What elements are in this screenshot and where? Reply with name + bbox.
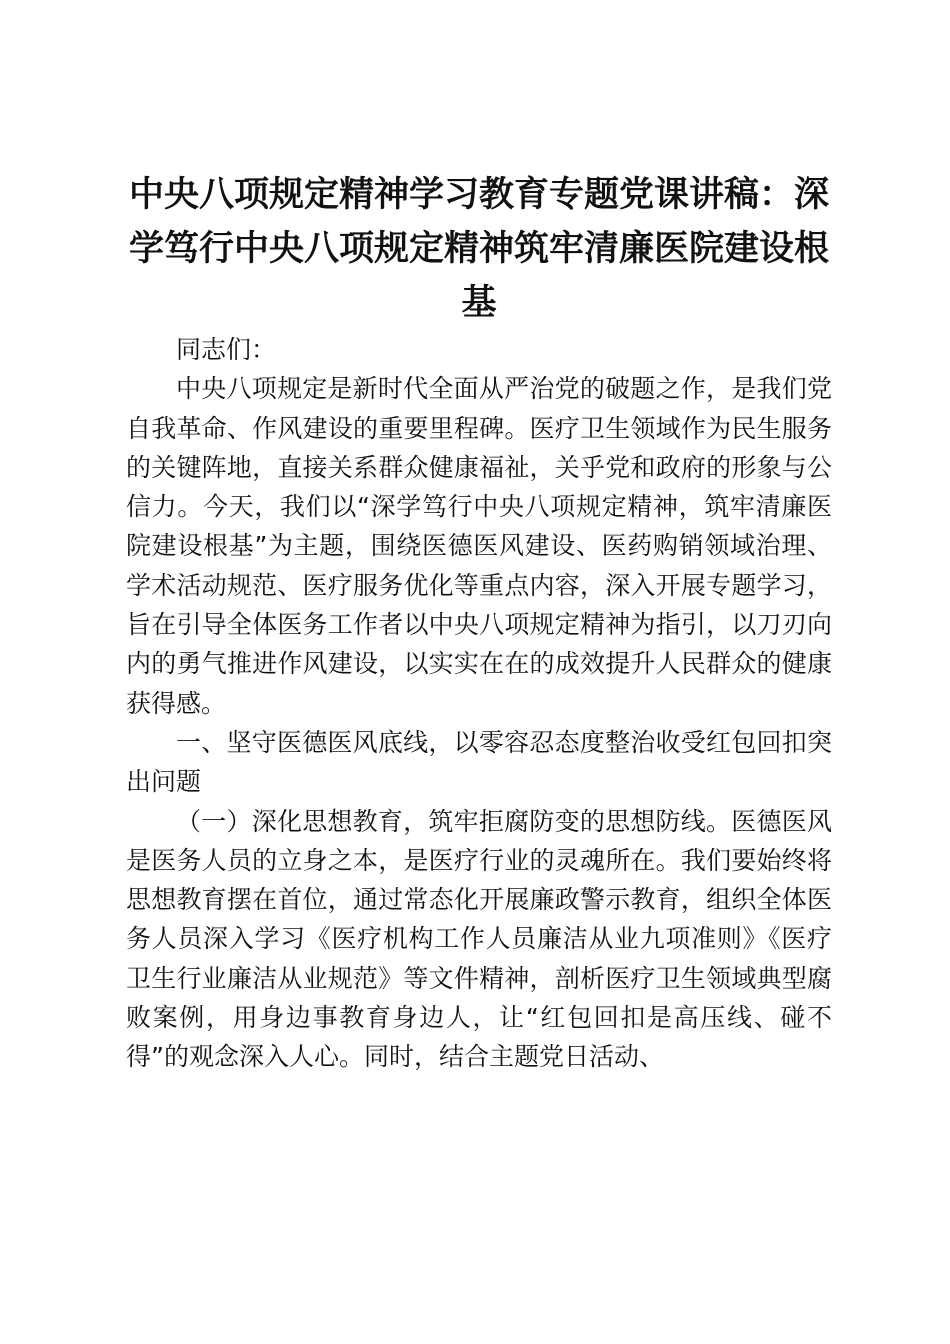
subsection-paragraph: （一）深化思想教育，筑牢拒腐防变的思想防线。医德医风是医务人员的立身之本，是医疗行业的灵魂所在。我们要始终将思想教育摆在首位，通过常态化开展廉政警示教育，组织全体医务人员深入学习《医疗机构工作人员廉洁从业九项准则》《医疗卫生行业廉洁从业规范》等文件精神，剖析医疗卫生领域典型腐败案例，用身边事教育身边人，让“红包回扣是高压线、碰不得”的观念深入人心。同时，结合主题党日活动、 [126,806,832,1072]
section-heading: 一、坚守医德医风底线，以零容忍态度整治收受红包回扣突出问题 [126,727,832,797]
salutation-paragraph: 同志们： [176,335,277,364]
document-title: 中央八项规定精神学习教育专题党课讲稿：深学笃行中央八项规定精神筑牢清廉医院建设根基 [128,175,829,323]
document-body [126,330,832,1077]
intro-paragraph: 中央八项规定是新时代全面从严治党的破题之作，是我们党自我革命、作风建设的重要里程碑。医疗卫生领域作为民生服务的关键阵地，直接关系群众健康福祉，关乎党和政府的形象与公信力。今天，我们以“深学笃行中央八项规定精神，筑牢清廉医院建设根基”为主题，围绕医德医风建设、医药购销领域治理、学术活动规范、医疗服务优化等重点内容，深入开展专题学习，旨在引导全体医务工作者以中央八项规定精神为指引，以刀刃向内的勇气推进作风建设，以实实在在的成效提升人民群众的健康获得感。 [126,374,832,718]
